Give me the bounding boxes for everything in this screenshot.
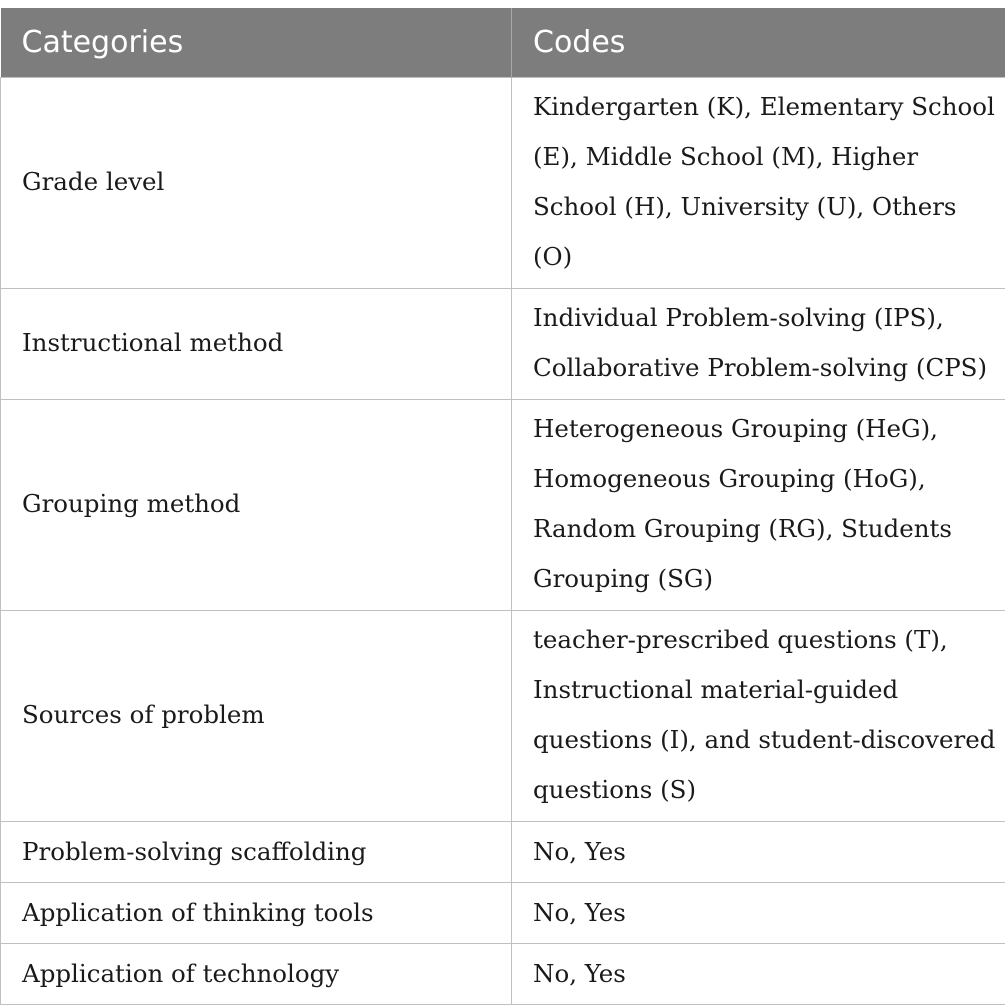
table-body [1, 77, 1005, 1004]
table-header [1, 8, 1005, 77]
codes-cell: teacher-prescribed questions (T), Instructional material-guided questions (I), and student-discovered questions (S) [512, 610, 1005, 821]
header-categories: Categories [1, 8, 512, 77]
table-row [1, 821, 1005, 882]
table-row [1, 399, 1005, 610]
header-row [1, 8, 1005, 77]
category-cell: Problem-solving scaffolding [1, 821, 512, 882]
header-codes: Codes [512, 8, 1005, 77]
codes-cell: No, Yes [512, 821, 1005, 882]
table-row [1, 882, 1005, 943]
codes-cell: Kindergarten (K), Elementary School (E), Middle School (M), Higher School (H), University (U), Others (O) [512, 77, 1005, 288]
codes-cell: Individual Problem-solving (IPS), Collaborative Problem-solving (CPS) [512, 288, 1005, 399]
category-cell: Application of technology [1, 943, 512, 1004]
category-cell: Application of thinking tools [1, 882, 512, 943]
coding-scheme-table [0, 8, 1005, 1005]
codes-cell: No, Yes [512, 882, 1005, 943]
table-row [1, 610, 1005, 821]
category-cell: Instructional method [1, 288, 512, 399]
table-row [1, 288, 1005, 399]
category-cell: Grouping method [1, 399, 512, 610]
table-row [1, 943, 1005, 1004]
table-row [1, 77, 1005, 288]
category-cell: Sources of problem [1, 610, 512, 821]
category-cell: Grade level [1, 77, 512, 288]
codes-cell: No, Yes [512, 943, 1005, 1004]
codes-cell: Heterogeneous Grouping (HeG), Homogeneous Grouping (HoG), Random Grouping (RG), Students Grouping (SG) [512, 399, 1005, 610]
